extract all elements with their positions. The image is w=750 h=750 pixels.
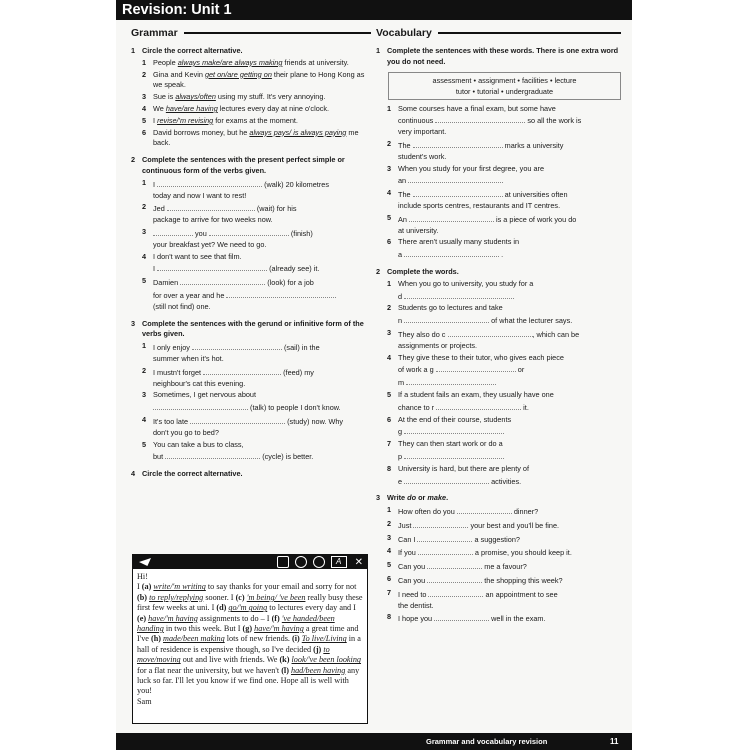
page-title: Revision: Unit 1 (122, 2, 232, 18)
list-item: 2 Gina and Kevin get on/are getting on their plane to Hong Kong as we speak. (142, 69, 365, 90)
list-item: 5 I revise/'m revising for exams at the moment. (142, 115, 298, 125)
word-box: assessment • assignment • facilities • lecture tutor • tutorial • undergraduate (388, 72, 621, 100)
list-item: 6 David borrows money, but he always pays/ is always paying me back. (142, 127, 359, 148)
close-icon[interactable]: ✕ (354, 556, 363, 568)
grammar-section-2: 2 Complete the sentences with the present perfect simple or continuous form of the verbs given. 1 I (walk) 20 kilometres today and now I want to rest! 2 Jed (wait) for his package to arrive for two weeks now. 3 you (finish) your breakfast yet? We need to go. 4 I don't want to see that film. I (already see) it. 5 Damien (look) for a job for over a year and he (still not find) one. (131, 155, 345, 311)
vocab-section-2: 2 Complete the words. 1 When you go to university, you study for a d 2 Students go to lectures and take n of what the lecturer says. 3 They also do c , which can be assignments or projects. 4 They give these to their tutor, who gives each piece of work a g or m 5 If a student fails an exam, they usually have one chance to r it. 6 At the end of their course, students g 7 They can then start work or do a p 8 University is hard, but there are plenty of e activities. (376, 266, 580, 486)
email-toolbar (133, 555, 367, 569)
send-icon[interactable] (139, 558, 151, 566)
grammar-section-4: 4 Circle the correct alternative. (131, 469, 243, 479)
email-body: Hi! I (a) write/'m writing to say thanks for your email and sorry for not (b) to reply/replying sooner. I (c) 'm being/ 've been really busy these first few weeks at uni. I (d) go/'m going to lectures every day and I (e) have/'m having assignments to do – I (f) 've handed/been handing in two this week. But I (g) have/'m having a great time and I've (h) made/been making lots of new friends. (i) To live/Living in a hall of residence is expensive though, so I've decided (j) to move/moving out and live with friends. We (k) look/'ve been looking for a flat near the university, but we haven't (l) had/been having any luck so far. I'll let you know if we find one. Hope all is well with you! Sam (137, 572, 363, 706)
font-icon[interactable]: A (331, 556, 347, 568)
vocab-section-1: 1 Complete the sentences with these words. There is one extra word you do not need. assessment • assignment • facilities • lecture tutor • tutorial • undergraduate 1 Some courses have a final exam, but some have continuous so all the work is very important. 2 The marks a university student's work. 3 When you study for your first degree, you are an 4 The at universities often include sports centres, restaurants and IT centres. 5 An is a piece of work you do at university. 6 There aren't usually many students in a . (376, 46, 621, 261)
vocab-section-3: 3 Write do or make. 1 How often do you dinner? 2 Just your best and you'll be fine. 3 Can I a suggestion? 4 If you a promise, you should keep it. 5 Can you me a favour? 6 Can you the shopping this week? 7 I need to an appointment to see the dentist. 8 I hope you well in the exam. (376, 493, 572, 624)
footer-title: Grammar and vocabulary revision (426, 737, 548, 746)
clip-icon[interactable] (313, 556, 325, 568)
vocabulary-heading: Vocabulary (376, 27, 432, 39)
email-window (132, 554, 368, 724)
pen-icon[interactable] (295, 556, 307, 568)
grammar-column (131, 26, 371, 480)
footer-bar (116, 733, 632, 750)
grammar-section-3: 3 Complete the sentences with the gerund or infinitive form of the verbs given. 1 I only enjoy (sail) in the summer when it's hot. 2 I mustn't forget (feed) my neighbour's cat this evening. 3 Sometimes, I get nervous about (talk) to people I don't know. 4 It's too late (study) now. Why don't you go to bed? 5 You can take a bus to class, but (cycle) is better. (131, 318, 364, 462)
grammar-section-1: 1 Circle the correct alternative. 1 People always make/are always making friends at university. 2 Gina and Kevin get on/are getting on their plane to Hong Kong as we speak. 3 Sue is always/often using my stuff. It's very annoying. 4 We have/are having lectures every day at nine o'clock. 5 I revise/'m revising for exams at the moment. 6 David borrows money, but he always pays/ is always paying me back. (131, 46, 371, 149)
list-item: 1 People always make/are always making friends at university. (142, 57, 349, 67)
page-number: 11 (610, 737, 619, 746)
list-item: 4 We have/are having lectures every day at nine o'clock. (142, 103, 330, 113)
header-bar (116, 0, 632, 20)
list-item: 3 Sue is always/often using my stuff. It's very annoying. (142, 92, 326, 102)
attach-icon[interactable] (277, 556, 289, 568)
worksheet-page (116, 0, 632, 750)
grammar-heading: Grammar (131, 27, 178, 39)
vocabulary-column (376, 26, 621, 625)
